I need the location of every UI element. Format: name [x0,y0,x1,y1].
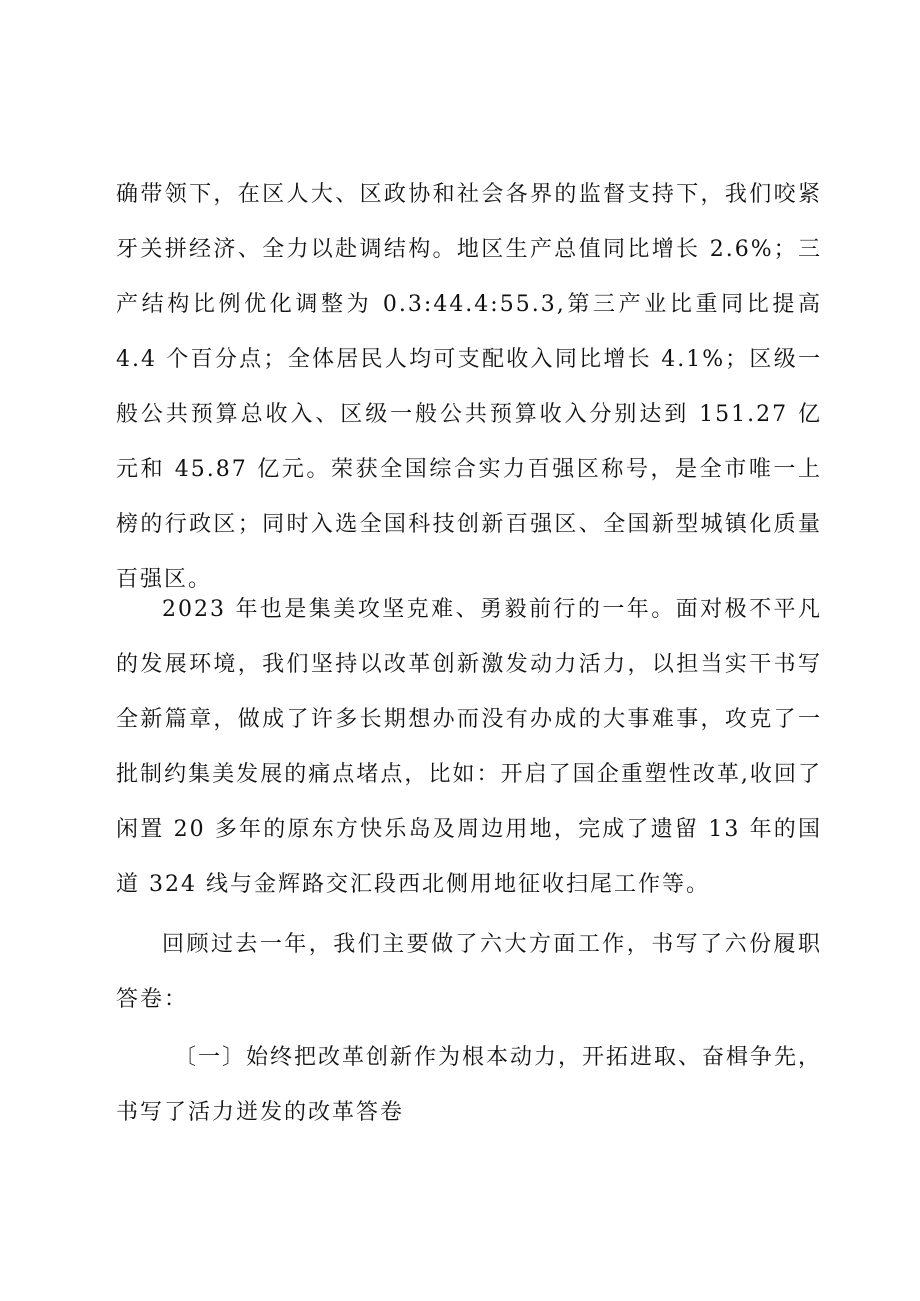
paragraph-achievements [116,167,822,607]
paragraph-text: 2023 年也是集美攻坚克难、勇毅前行的一年。面对极不平凡的发展环境，我们坚持以改革创新激发动力活力，以担当实干书写全新篇章，做成了许多长期想办而没有办成的大事难事，攻克了一批制约集美发展的痛点堵点，比如：开启了国企重塑性改革,收回了闲置 20 多年的原东方快乐岛及周边用地，完成了遗留 13 年的国道 324 线与金辉路交汇段西北侧用地征收扫尾工作等。 [116,597,822,897]
paragraph-text: 确带领下，在区人大、区政协和社会各界的监督支持下，我们咬紧牙关拼经济、全力以赴调结构。地区生产总值同比增长 2.6%；三产结构比例优化调整为 0.3:44.4:55.3,第三产业比重同比提高 4.4 个百分点；全体居民人均可支配收入同比增长 4.1%；区级一般公共预算总收入、区级一般公共预算收入分别达到 151.27 亿元和 45.87 亿元。荣获全国综合实力百强区称号，是全市唯一上榜的行政区；同时入选全国科技创新百强区、全国新型城镇化质量百强区。 [116,182,822,592]
section-heading-text: 〔一〕始终把改革创新作为根本动力，开拓进取、奋楫争先，书写了活力迸发的改革答卷 [116,1045,823,1125]
paragraph-reform [116,582,822,912]
paragraph-review [116,917,822,1027]
section-heading-1 [116,1030,822,1140]
paragraph-text: 回顾过去一年，我们主要做了六大方面工作，书写了六份履职答卷： [116,932,822,1012]
